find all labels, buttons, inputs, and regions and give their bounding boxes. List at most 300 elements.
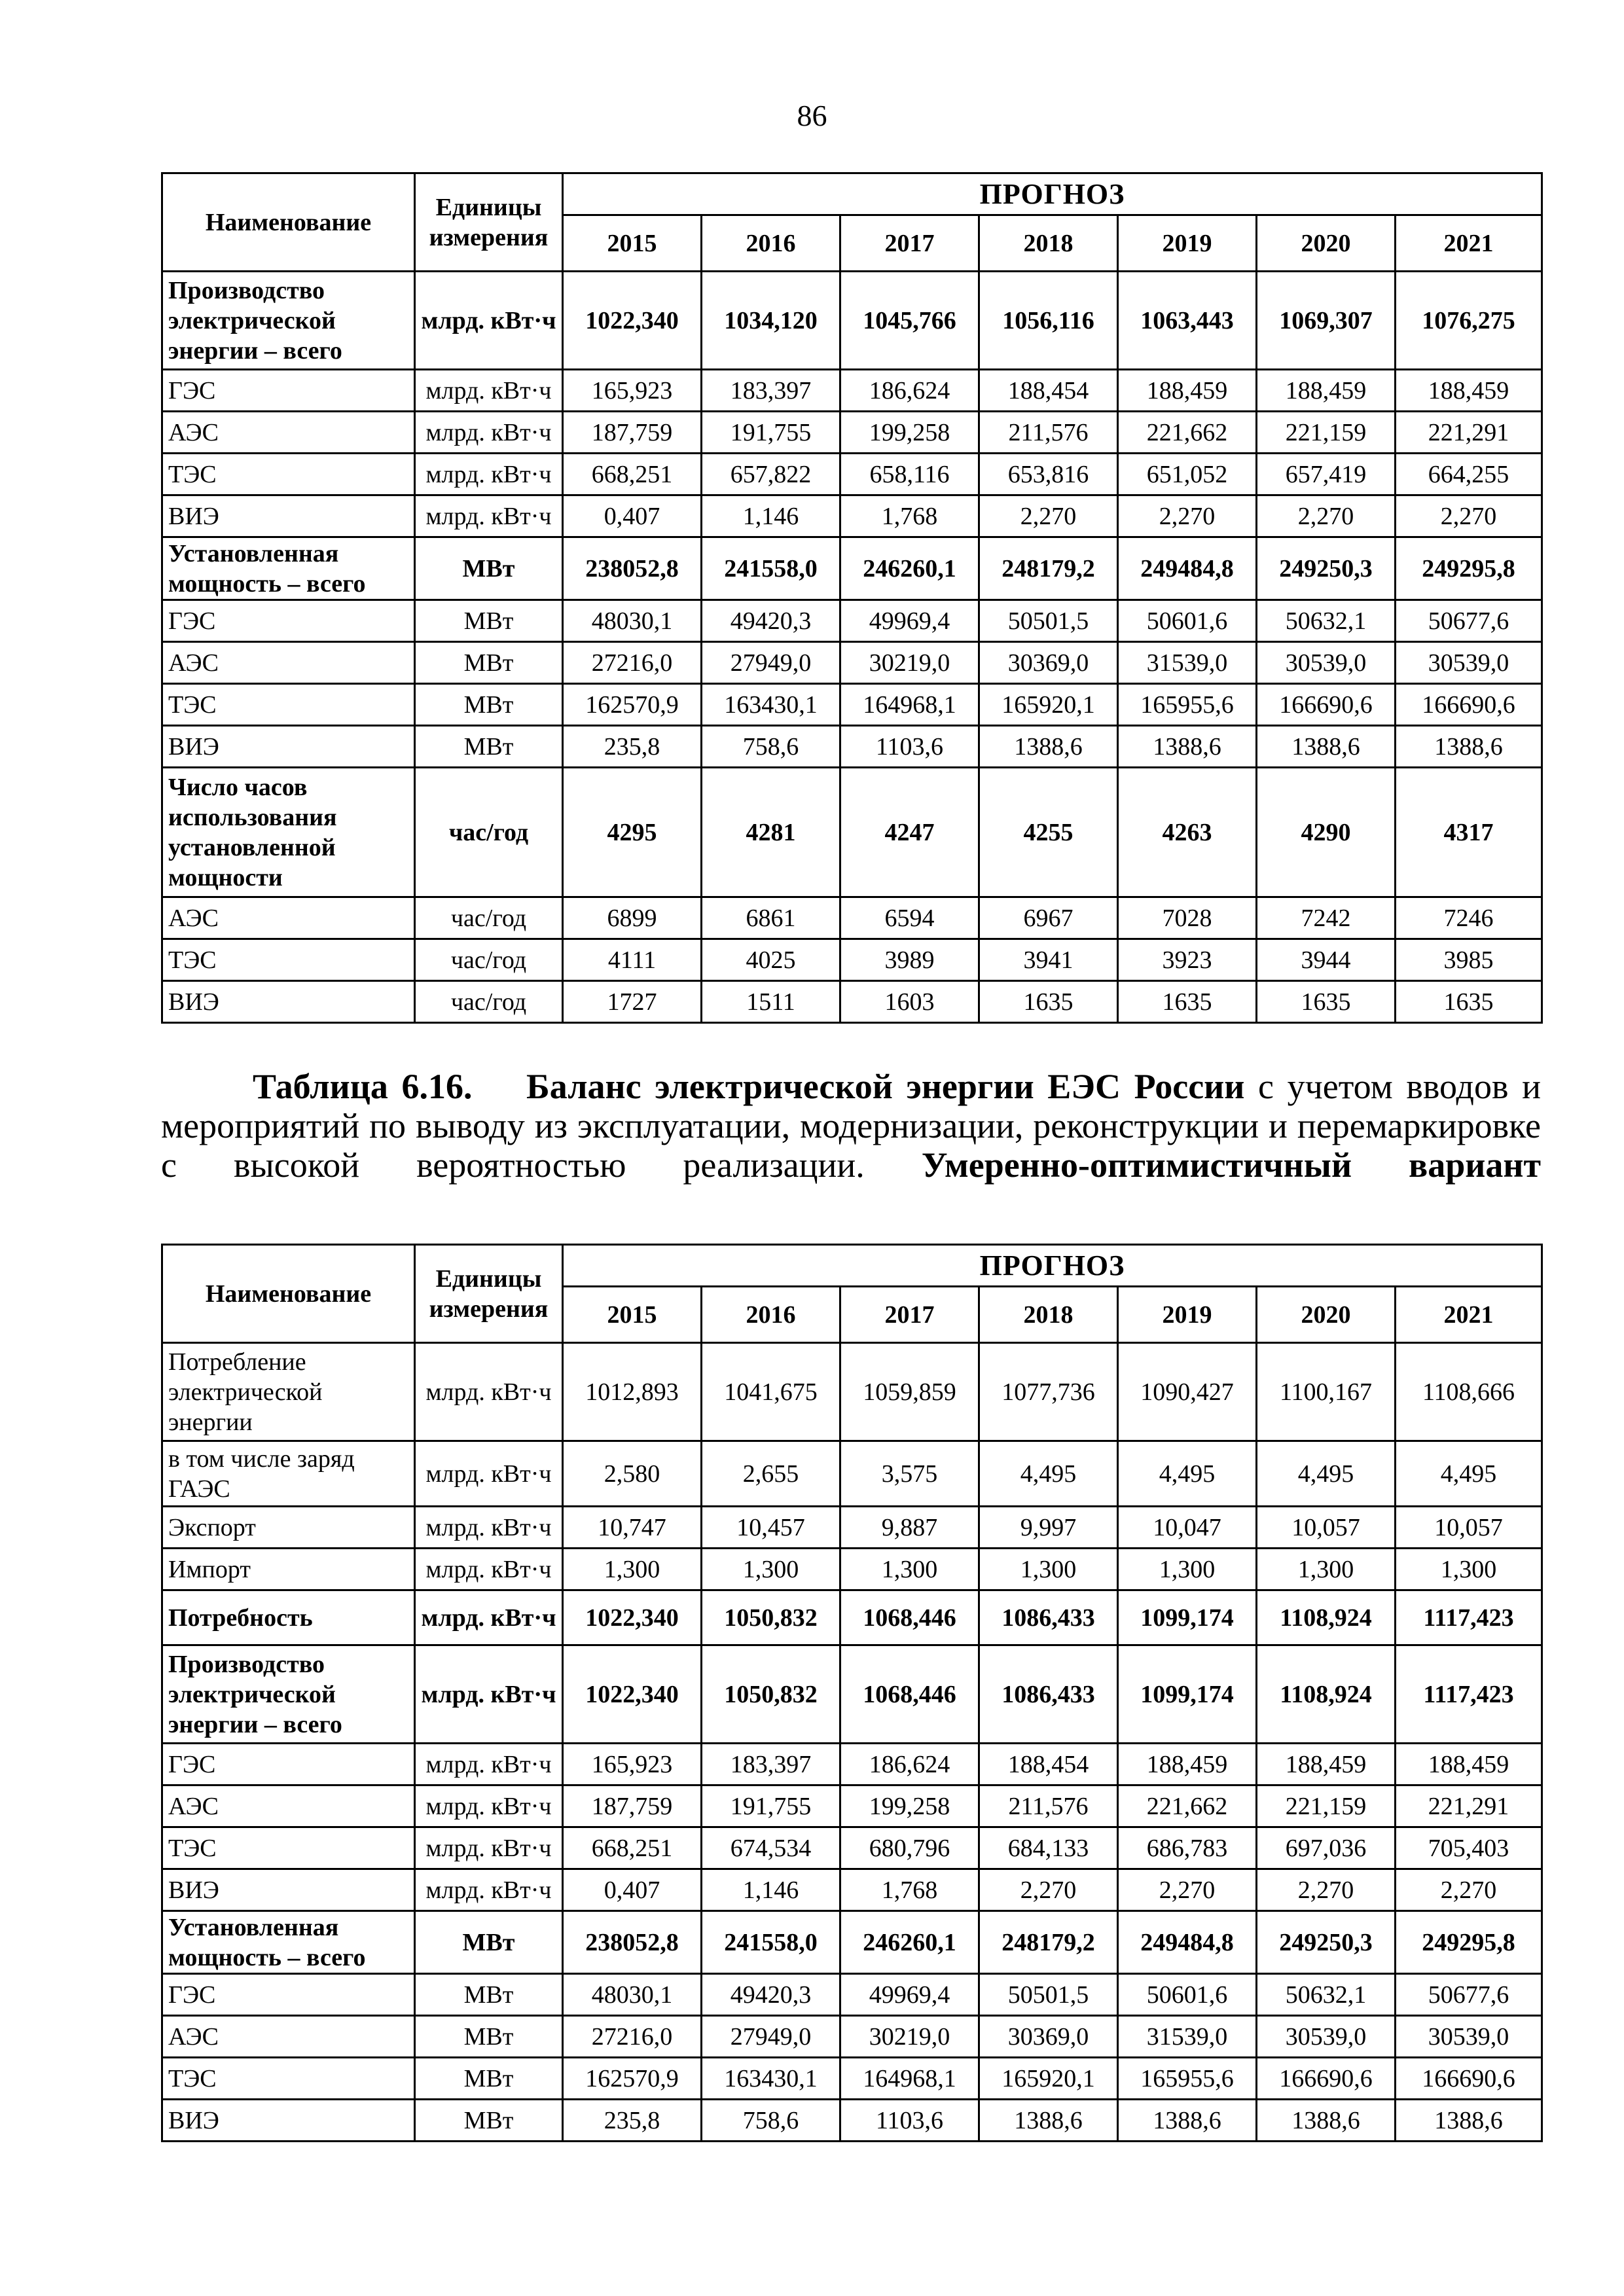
cell-value: 49420,3	[702, 1974, 840, 2016]
row-name: ТЭС	[162, 684, 415, 726]
row-unit: МВт	[415, 642, 563, 684]
row-unit: МВт	[415, 726, 563, 768]
cell-value: 1388,6	[1118, 726, 1257, 768]
table-row	[162, 2100, 1542, 2142]
table-row	[162, 768, 1542, 897]
cell-value: 9,887	[840, 1507, 979, 1549]
cell-value: 668,251	[563, 454, 702, 495]
cell-value: 4,495	[979, 1441, 1118, 1507]
cell-value: 758,6	[702, 2100, 840, 2142]
cell-value: 188,459	[1396, 1744, 1542, 1785]
cell-value: 1388,6	[979, 2100, 1118, 2142]
cell-value: 1022,340	[563, 1645, 702, 1744]
cell-value: 1,300	[840, 1549, 979, 1590]
cell-value: 10,747	[563, 1507, 702, 1549]
cell-value: 188,459	[1257, 1744, 1396, 1785]
row-name: в том числе заряд ГАЭС	[162, 1441, 415, 1507]
cell-value: 4025	[702, 939, 840, 981]
cell-value: 1103,6	[840, 2100, 979, 2142]
cell-value: 188,459	[1257, 370, 1396, 412]
table-row	[162, 1911, 1542, 1974]
table-row	[162, 1827, 1542, 1869]
cell-value: 221,662	[1118, 412, 1257, 454]
row-unit: МВт	[415, 2100, 563, 2142]
row-name: ВИЭ	[162, 495, 415, 537]
cell-value: 246260,1	[840, 537, 979, 600]
cell-value: 188,459	[1118, 370, 1257, 412]
cell-value: 9,997	[979, 1507, 1118, 1549]
cell-value: 1388,6	[979, 726, 1118, 768]
row-name: Производство электрической энергии – всего	[162, 1645, 415, 1744]
table-row	[162, 412, 1542, 454]
cell-value: 249250,3	[1257, 537, 1396, 600]
row-name: АЭС	[162, 642, 415, 684]
cell-value: 221,291	[1396, 412, 1542, 454]
header-year: 2021	[1396, 215, 1542, 272]
cell-value: 163430,1	[702, 684, 840, 726]
table-row	[162, 2016, 1542, 2058]
cell-value: 188,459	[1118, 1744, 1257, 1785]
cell-value: 238052,8	[563, 537, 702, 600]
table-row	[162, 1507, 1542, 1549]
row-name: ТЭС	[162, 454, 415, 495]
cell-value: 10,057	[1396, 1507, 1542, 1549]
cell-value: 50677,6	[1396, 1974, 1542, 2016]
header-year: 2020	[1257, 215, 1396, 272]
header-name: Наименование	[162, 173, 415, 272]
cell-value: 165,923	[563, 370, 702, 412]
cell-value: 664,255	[1396, 454, 1542, 495]
cell-value: 1,300	[702, 1549, 840, 1590]
cell-value: 30539,0	[1257, 2016, 1396, 2058]
table-row	[162, 370, 1542, 412]
table-row	[162, 939, 1542, 981]
cell-value: 6899	[563, 897, 702, 939]
cell-value: 1034,120	[702, 272, 840, 370]
cell-value: 50501,5	[979, 1974, 1118, 2016]
caption-text: с учетом вводов и мероприятий по выводу из эксплуатации, модернизации, реконструкции и перемаркировке с высокой вероятностью реализации.	[161, 1067, 1541, 1185]
table-row	[162, 1441, 1542, 1507]
row-name: ТЭС	[162, 1827, 415, 1869]
cell-value: 30539,0	[1396, 2016, 1542, 2058]
cell-value: 191,755	[702, 1785, 840, 1827]
cell-value: 1,146	[702, 1869, 840, 1911]
cell-value: 4263	[1118, 768, 1257, 897]
row-unit: млрд. кВт·ч	[415, 1785, 563, 1827]
cell-value: 2,270	[1257, 495, 1396, 537]
header-units: Единицы измерения	[415, 173, 563, 272]
cell-value: 1022,340	[563, 272, 702, 370]
table-row	[162, 1869, 1542, 1911]
cell-value: 4295	[563, 768, 702, 897]
table-row	[162, 1343, 1542, 1441]
cell-value: 221,159	[1257, 412, 1396, 454]
cell-value: 4,495	[1257, 1441, 1396, 1507]
cell-value: 166690,6	[1396, 2058, 1542, 2100]
cell-value: 1511	[702, 981, 840, 1023]
row-unit: МВт	[415, 600, 563, 642]
cell-value: 1069,307	[1257, 272, 1396, 370]
cell-value: 1,300	[1118, 1549, 1257, 1590]
cell-value: 0,407	[563, 1869, 702, 1911]
cell-value: 238052,8	[563, 1911, 702, 1974]
row-name: АЭС	[162, 897, 415, 939]
cell-value: 705,403	[1396, 1827, 1542, 1869]
cell-value: 183,397	[702, 370, 840, 412]
row-unit: МВт	[415, 684, 563, 726]
row-unit: млрд. кВт·ч	[415, 1590, 563, 1645]
table-row	[162, 537, 1542, 600]
row-unit: МВт	[415, 1911, 563, 1974]
cell-value: 684,133	[979, 1827, 1118, 1869]
cell-value: 1090,427	[1118, 1343, 1257, 1441]
cell-value: 50501,5	[979, 600, 1118, 642]
cell-value: 1,768	[840, 495, 979, 537]
caption-title: Баланс электрической энергии ЕЭС России	[526, 1067, 1245, 1106]
cell-value: 164968,1	[840, 684, 979, 726]
row-unit: час/год	[415, 981, 563, 1023]
header-year: 2017	[840, 1287, 979, 1343]
row-unit: МВт	[415, 2016, 563, 2058]
cell-value: 1635	[1396, 981, 1542, 1023]
cell-value: 657,419	[1257, 454, 1396, 495]
cell-value: 3985	[1396, 939, 1542, 981]
row-unit: млрд. кВт·ч	[415, 1827, 563, 1869]
table-row	[162, 1549, 1542, 1590]
cell-value: 249295,8	[1396, 537, 1542, 600]
table-row	[162, 495, 1542, 537]
header-year: 2015	[563, 1287, 702, 1343]
cell-value: 1108,924	[1257, 1645, 1396, 1744]
row-name: Установленная мощность – всего	[162, 1911, 415, 1974]
header-year: 2017	[840, 215, 979, 272]
cell-value: 1,146	[702, 495, 840, 537]
cell-value: 248179,2	[979, 1911, 1118, 1974]
cell-value: 651,052	[1118, 454, 1257, 495]
cell-value: 1108,666	[1396, 1343, 1542, 1441]
cell-value: 199,258	[840, 412, 979, 454]
cell-value: 7242	[1257, 897, 1396, 939]
header-year: 2016	[702, 215, 840, 272]
row-name: АЭС	[162, 412, 415, 454]
cell-value: 50677,6	[1396, 600, 1542, 642]
cell-value: 10,057	[1257, 1507, 1396, 1549]
table-row	[162, 726, 1542, 768]
header-year: 2020	[1257, 1287, 1396, 1343]
caption-label: Таблица 6.16.	[253, 1067, 473, 1106]
cell-value: 165955,6	[1118, 2058, 1257, 2100]
cell-value: 165955,6	[1118, 684, 1257, 726]
cell-value: 0,407	[563, 495, 702, 537]
table-row	[162, 981, 1542, 1023]
cell-value: 188,459	[1396, 370, 1542, 412]
cell-value: 2,270	[1118, 495, 1257, 537]
cell-value: 1050,832	[702, 1590, 840, 1645]
header-forecast: ПРОГНОЗ	[563, 173, 1542, 215]
cell-value: 48030,1	[563, 600, 702, 642]
cell-value: 2,655	[702, 1441, 840, 1507]
cell-value: 1388,6	[1396, 726, 1542, 768]
table-row	[162, 1974, 1542, 2016]
cell-value: 4255	[979, 768, 1118, 897]
cell-value: 2,270	[1396, 495, 1542, 537]
cell-value: 4,495	[1118, 1441, 1257, 1507]
cell-value: 1099,174	[1118, 1590, 1257, 1645]
cell-value: 1012,893	[563, 1343, 702, 1441]
cell-value: 1100,167	[1257, 1343, 1396, 1441]
cell-value: 680,796	[840, 1827, 979, 1869]
cell-value: 1727	[563, 981, 702, 1023]
cell-value: 1603	[840, 981, 979, 1023]
table1-body	[162, 272, 1542, 1023]
cell-value: 246260,1	[840, 1911, 979, 1974]
cell-value: 1103,6	[840, 726, 979, 768]
cell-value: 2,270	[1257, 1869, 1396, 1911]
cell-value: 1117,423	[1396, 1645, 1542, 1744]
cell-value: 30539,0	[1257, 642, 1396, 684]
header-forecast: ПРОГНОЗ	[563, 1245, 1542, 1287]
row-unit: млрд. кВт·ч	[415, 1869, 563, 1911]
cell-value: 1388,6	[1257, 726, 1396, 768]
cell-value: 50601,6	[1118, 1974, 1257, 2016]
cell-value: 188,454	[979, 1744, 1118, 1785]
cell-value: 165920,1	[979, 2058, 1118, 2100]
page-number: 86	[797, 99, 827, 132]
cell-value: 1,300	[1257, 1549, 1396, 1590]
cell-value: 211,576	[979, 1785, 1118, 1827]
cell-value: 4,495	[1396, 1441, 1542, 1507]
cell-value: 50601,6	[1118, 600, 1257, 642]
cell-value: 7028	[1118, 897, 1257, 939]
cell-value: 1635	[1257, 981, 1396, 1023]
cell-value: 1117,423	[1396, 1590, 1542, 1645]
table-balance-forecast	[161, 1244, 1543, 2142]
cell-value: 1,300	[1396, 1549, 1542, 1590]
cell-value: 1045,766	[840, 272, 979, 370]
header-units: Единицы измерения	[415, 1245, 563, 1343]
row-name: ГЭС	[162, 370, 415, 412]
cell-value: 166690,6	[1257, 2058, 1396, 2100]
table2-body	[162, 1343, 1542, 2142]
table-row	[162, 1590, 1542, 1645]
cell-value: 30369,0	[979, 2016, 1118, 2058]
cell-value: 191,755	[702, 412, 840, 454]
row-unit: МВт	[415, 2058, 563, 2100]
cell-value: 1388,6	[1257, 2100, 1396, 2142]
cell-value: 162570,9	[563, 684, 702, 726]
cell-value: 221,159	[1257, 1785, 1396, 1827]
cell-value: 1063,443	[1118, 272, 1257, 370]
cell-value: 221,291	[1396, 1785, 1542, 1827]
header-year: 2019	[1118, 215, 1257, 272]
table-row	[162, 2058, 1542, 2100]
row-name: АЭС	[162, 1785, 415, 1827]
cell-value: 30539,0	[1396, 642, 1542, 684]
row-name: Производство электрической энергии – всего	[162, 272, 415, 370]
row-name: Импорт	[162, 1549, 415, 1590]
cell-value: 674,534	[702, 1827, 840, 1869]
cell-value: 49420,3	[702, 600, 840, 642]
cell-value: 30219,0	[840, 2016, 979, 2058]
row-name: ТЭС	[162, 2058, 415, 2100]
cell-value: 50632,1	[1257, 600, 1396, 642]
cell-value: 221,662	[1118, 1785, 1257, 1827]
cell-value: 241558,0	[702, 537, 840, 600]
cell-value: 166690,6	[1396, 684, 1542, 726]
cell-value: 241558,0	[702, 1911, 840, 1974]
cell-value: 186,624	[840, 1744, 979, 1785]
cell-value: 183,397	[702, 1744, 840, 1785]
cell-value: 31539,0	[1118, 2016, 1257, 2058]
cell-value: 49969,4	[840, 1974, 979, 2016]
header-year: 2015	[563, 215, 702, 272]
cell-value: 2,270	[1118, 1869, 1257, 1911]
row-name: ВИЭ	[162, 981, 415, 1023]
row-unit: млрд. кВт·ч	[415, 454, 563, 495]
cell-value: 1086,433	[979, 1590, 1118, 1645]
header-year: 2019	[1118, 1287, 1257, 1343]
row-name: ГЭС	[162, 1744, 415, 1785]
cell-value: 249484,8	[1118, 1911, 1257, 1974]
cell-value: 4111	[563, 939, 702, 981]
cell-value: 48030,1	[563, 1974, 702, 2016]
cell-value: 199,258	[840, 1785, 979, 1827]
table-row	[162, 272, 1542, 370]
cell-value: 27216,0	[563, 642, 702, 684]
cell-value: 658,116	[840, 454, 979, 495]
caption-variant: Умеренно-оптимистичный вариант	[921, 1145, 1542, 1185]
cell-value: 249295,8	[1396, 1911, 1542, 1974]
cell-value: 1,768	[840, 1869, 979, 1911]
table-row	[162, 1785, 1542, 1827]
table-row	[162, 1645, 1542, 1744]
row-name: Установленная мощность – всего	[162, 537, 415, 600]
row-unit: час/год	[415, 897, 563, 939]
cell-value: 653,816	[979, 454, 1118, 495]
row-unit: млрд. кВт·ч	[415, 412, 563, 454]
row-unit: час/год	[415, 768, 563, 897]
cell-value: 30219,0	[840, 642, 979, 684]
cell-value: 163430,1	[702, 2058, 840, 2100]
cell-value: 697,036	[1257, 1827, 1396, 1869]
cell-value: 31539,0	[1118, 642, 1257, 684]
row-unit: млрд. кВт·ч	[415, 1441, 563, 1507]
cell-value: 657,822	[702, 454, 840, 495]
cell-value: 3944	[1257, 939, 1396, 981]
cell-value: 186,624	[840, 370, 979, 412]
table-row	[162, 897, 1542, 939]
cell-value: 3,575	[840, 1441, 979, 1507]
cell-value: 187,759	[563, 1785, 702, 1827]
cell-value: 1086,433	[979, 1645, 1118, 1744]
cell-value: 1076,275	[1396, 272, 1542, 370]
cell-value: 165,923	[563, 1744, 702, 1785]
cell-value: 758,6	[702, 726, 840, 768]
header-name: Наименование	[162, 1245, 415, 1343]
table-row	[162, 642, 1542, 684]
cell-value: 686,783	[1118, 1827, 1257, 1869]
cell-value: 1108,924	[1257, 1590, 1396, 1645]
cell-value: 27949,0	[702, 642, 840, 684]
table-row	[162, 454, 1542, 495]
table-generation-forecast	[161, 172, 1543, 1024]
cell-value: 1388,6	[1396, 2100, 1542, 2142]
cell-value: 4290	[1257, 768, 1396, 897]
cell-value: 2,270	[979, 495, 1118, 537]
cell-value: 6967	[979, 897, 1118, 939]
header-year: 2018	[979, 1287, 1118, 1343]
cell-value: 1099,174	[1118, 1645, 1257, 1744]
row-name: ГЭС	[162, 600, 415, 642]
row-name: ВИЭ	[162, 2100, 415, 2142]
cell-value: 3989	[840, 939, 979, 981]
row-name: Потребление электрической энергии	[162, 1343, 415, 1441]
cell-value: 668,251	[563, 1827, 702, 1869]
row-unit: млрд. кВт·ч	[415, 495, 563, 537]
cell-value: 2,270	[1396, 1869, 1542, 1911]
cell-value: 27949,0	[702, 2016, 840, 2058]
row-name: АЭС	[162, 2016, 415, 2058]
cell-value: 1635	[1118, 981, 1257, 1023]
row-name: ТЭС	[162, 939, 415, 981]
cell-value: 1068,446	[840, 1590, 979, 1645]
row-unit: млрд. кВт·ч	[415, 1744, 563, 1785]
cell-value: 30369,0	[979, 642, 1118, 684]
cell-value: 1056,116	[979, 272, 1118, 370]
cell-value: 4281	[702, 768, 840, 897]
row-name: Число часов использования установленной мощности	[162, 768, 415, 897]
cell-value: 1,300	[563, 1549, 702, 1590]
row-unit: час/год	[415, 939, 563, 981]
cell-value: 1041,675	[702, 1343, 840, 1441]
cell-value: 1022,340	[563, 1590, 702, 1645]
cell-value: 187,759	[563, 412, 702, 454]
cell-value: 1635	[979, 981, 1118, 1023]
cell-value: 1050,832	[702, 1645, 840, 1744]
row-name: ВИЭ	[162, 726, 415, 768]
header-year: 2021	[1396, 1287, 1542, 1343]
row-unit: млрд. кВт·ч	[415, 1549, 563, 1590]
row-unit: МВт	[415, 1974, 563, 2016]
cell-value: 49969,4	[840, 600, 979, 642]
row-unit: млрд. кВт·ч	[415, 1645, 563, 1744]
row-unit: млрд. кВт·ч	[415, 1507, 563, 1549]
cell-value: 1077,736	[979, 1343, 1118, 1441]
table-caption	[161, 1067, 1541, 1185]
cell-value: 1388,6	[1118, 2100, 1257, 2142]
cell-value: 1059,859	[840, 1343, 979, 1441]
cell-value: 211,576	[979, 412, 1118, 454]
cell-value: 3941	[979, 939, 1118, 981]
row-unit: МВт	[415, 537, 563, 600]
cell-value: 235,8	[563, 2100, 702, 2142]
row-unit: млрд. кВт·ч	[415, 272, 563, 370]
header-year: 2016	[702, 1287, 840, 1343]
row-name: ВИЭ	[162, 1869, 415, 1911]
cell-value: 1068,446	[840, 1645, 979, 1744]
cell-value: 1,300	[979, 1549, 1118, 1590]
cell-value: 50632,1	[1257, 1974, 1396, 2016]
cell-value: 248179,2	[979, 537, 1118, 600]
cell-value: 27216,0	[563, 2016, 702, 2058]
header-year: 2018	[979, 215, 1118, 272]
cell-value: 4317	[1396, 768, 1542, 897]
cell-value: 2,270	[979, 1869, 1118, 1911]
row-name: Потребность	[162, 1590, 415, 1645]
cell-value: 165920,1	[979, 684, 1118, 726]
row-unit: млрд. кВт·ч	[415, 1343, 563, 1441]
cell-value: 166690,6	[1257, 684, 1396, 726]
